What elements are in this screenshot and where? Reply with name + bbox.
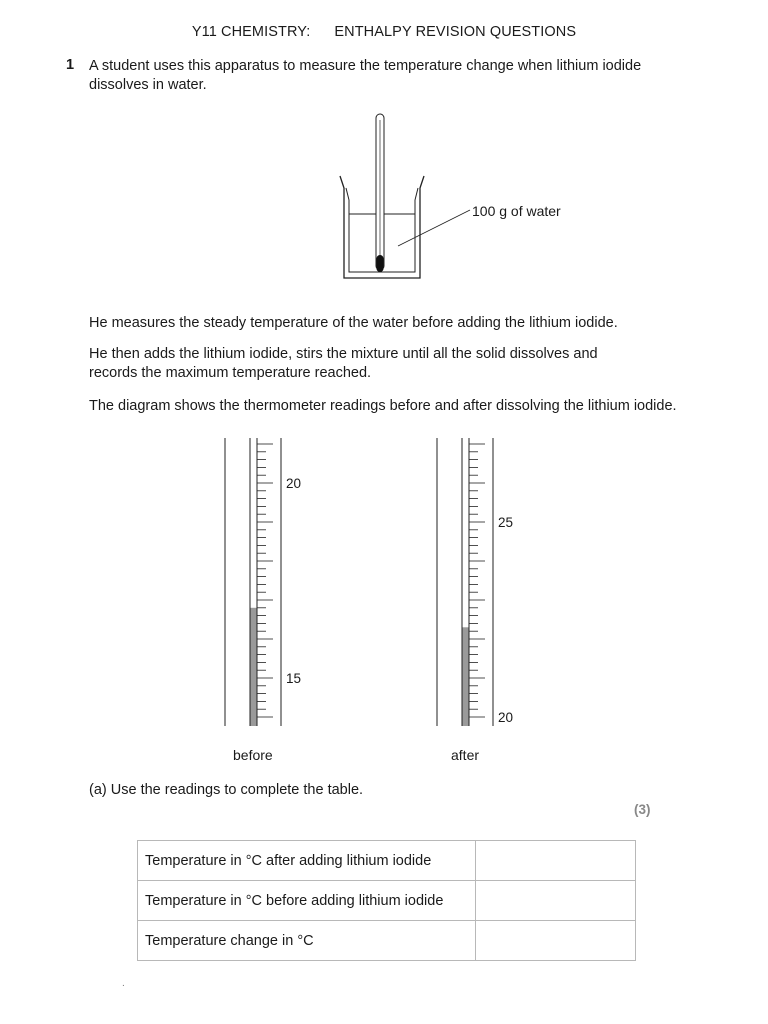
row-label-after: Temperature in °C after adding lithium iodide <box>138 841 476 881</box>
question-intro <box>89 57 689 95</box>
thermometer-readings <box>0 430 768 740</box>
after-label-20: 20 <box>498 710 514 725</box>
answer-cell-change[interactable] <box>476 921 636 961</box>
table-row <box>138 841 636 881</box>
water-label: 100 g of water <box>472 203 561 219</box>
answer-cell-before[interactable] <box>476 881 636 921</box>
after-scale-ticks <box>469 444 485 717</box>
thermometer-before <box>225 438 301 726</box>
before-scale-ticks <box>257 444 273 717</box>
table-row <box>138 921 636 961</box>
part-a-marks: (3) <box>634 802 651 817</box>
label-leader-line <box>398 210 470 246</box>
intro-line-2: dissolves in water. <box>89 77 207 93</box>
caption-before: before <box>233 747 273 763</box>
paragraph-1: He measures the steady temperature of the water before adding the lithium iodide. <box>89 315 618 331</box>
page-header <box>0 24 768 40</box>
footer-mark: . <box>122 978 125 989</box>
before-label-15: 15 <box>286 671 302 686</box>
p2-line-1: He then adds the lithium iodide, stirs the mixture until all the solid dissolves and <box>89 346 598 362</box>
before-label-20: 20 <box>286 476 302 491</box>
row-label-change: Temperature change in °C <box>138 921 476 961</box>
p2-line-2: records the maximum temperature reached. <box>89 365 372 381</box>
paragraph-2 <box>89 345 689 383</box>
header-title: ENTHALPY REVISION QUESTIONS <box>334 24 577 40</box>
caption-after: after <box>451 747 480 763</box>
part-a-instruction: (a) Use the readings to complete the table. <box>89 782 364 798</box>
table-row <box>138 881 636 921</box>
paragraph-3: The diagram shows the thermometer readings before and after dissolving the lithium iodide. <box>89 398 677 414</box>
intro-line-1: A student uses this apparatus to measure the temperature change when lithium iodide <box>89 58 642 74</box>
row-label-before: Temperature in °C before adding lithium iodide <box>138 881 476 921</box>
before-liquid-column <box>251 608 257 726</box>
after-liquid-column <box>463 627 469 726</box>
answer-cell-after[interactable] <box>476 841 636 881</box>
answer-table <box>137 840 636 961</box>
question-number: 1 <box>66 57 75 73</box>
header-subject: Y11 CHEMISTRY: <box>191 24 311 40</box>
apparatus-diagram <box>330 108 590 288</box>
thermometer-bulb <box>377 255 384 272</box>
thermometer-after <box>437 438 513 726</box>
after-label-25: 25 <box>498 515 514 530</box>
